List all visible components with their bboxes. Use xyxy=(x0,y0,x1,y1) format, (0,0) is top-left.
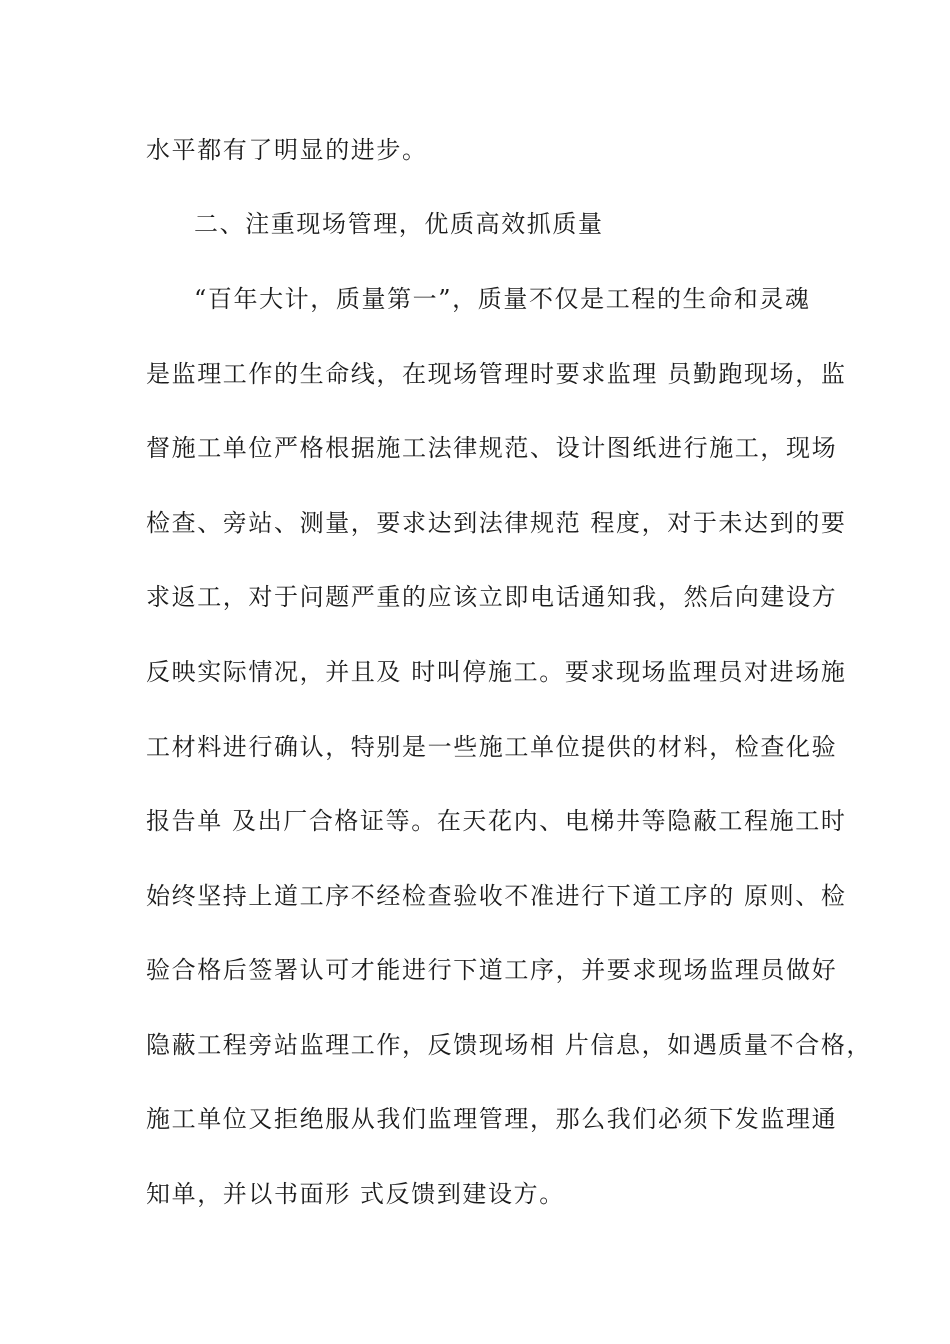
text-line-14: 施工单位又拒绝服从我们监理管理，那么我们必须下发监理通 xyxy=(146,1105,838,1133)
text-line-5: 督施工单位严格根据施工法律规范、设计图纸进行施工，现场 xyxy=(146,434,838,462)
text-line-3: “百年大计，质量第一”，质量不仅是工程的生命和灵魂 xyxy=(194,285,811,313)
text-line-9: 工材料进行确认，特别是一些施工单位提供的材料，检查化验 xyxy=(146,733,838,761)
text-line-10: 报告单 及出厂合格证等。在天花内、电梯井等隐蔽工程施工时 xyxy=(146,807,847,835)
text-line-4: 是监理工作的生命线，在现场管理时要求监理 员勤跑现场，监 xyxy=(146,360,847,388)
text-line-15: 知单，并以书面形 式反馈到建设方。 xyxy=(146,1180,565,1208)
text-line-11: 始终坚持上道工序不经检查验收不准进行下道工序的 原则、检 xyxy=(146,882,847,910)
text-line-8: 反映实际情况，并且及 时叫停施工。要求现场监理员对进场施 xyxy=(146,658,847,686)
text-line-7: 求返工，对于问题严重的应该立即电话通知我，然后向建设方 xyxy=(146,583,838,611)
section-heading: 二、注重现场管理，优质高效抓质量 xyxy=(194,210,604,238)
text-line-12: 验合格后签署认可才能进行下道工序，并要求现场监理员做好 xyxy=(146,956,838,984)
text-line-13: 隐蔽工程旁站监理工作，反馈现场相 片信息，如遇质量不合格， xyxy=(146,1031,873,1059)
text-line-6: 检查、旁站、测量，要求达到法律规范 程度，对于未达到的要 xyxy=(146,509,847,537)
text-line-1: 水平都有了明显的进步。 xyxy=(146,136,428,164)
